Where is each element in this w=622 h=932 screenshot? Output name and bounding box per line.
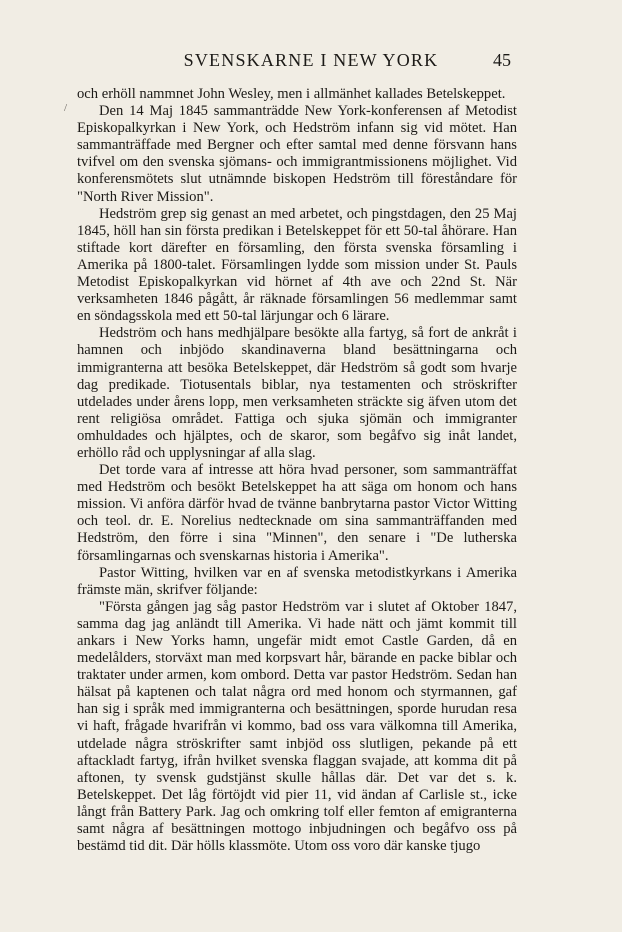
paragraph: Hedström grep sig genast an med arbetet, och pingstdagen, den 25 Maj 1845, höll han sin första predikan i Betelskeppet för ett 50-tal åhörare. Han stiftade kort därefter en församling, den första svenska församling i Amerika på 1800-talet. Församlingen lydde som mission under St. Pauls Metodist Episkopalkyrkan vid hörnet af 4th ave och 22nd St. När verksamheten 1846 pågått, år räknade församlingen 56 medlemmar samt en söndagsskola med ett 50-tal lärjungar och 6 lärare. (77, 205, 517, 325)
running-header (0, 50, 622, 74)
page-number: 45 (493, 50, 511, 70)
paragraph: Hedström och hans medhjälpare besökte alla fartyg, så fort de ankråt i hamnen och inbjödo skandinaverna bland besättningarna och immigranterna att besöka Betelskeppet, där Hedström så godt som hvarje dag predikade. Tiotusentals biblar, nya testamenten och ströskrifter utdelades under årens lopp, men verksamheten sträckte sig äfven utom det rent religiösa området. Fattiga och sjuka sjömän och immigranter omhuldades och hjälptes, och de skaror, som begåfvo sig inåt landet, erhöllo råd och upplysningar af alla slag. (77, 325, 517, 461)
paragraph: Det torde vara af intresse att höra hvad personer, som sammanträffat med Hedström och besökt Betelskeppet ha att säga om honom och hans mission. Vi anföra därför hvad de tvänne banbrytarna pastor Victor Witting och teol. dr. E. Norelius nedtecknade om sina sammanträffanden med Hedström, den förre i sina "Minnen", den senare i "De lutherska församlingarnas och svenskarnas historia i Amerika". (77, 462, 517, 564)
body-text (77, 86, 517, 855)
paragraph-continuation: och erhöll nammnet John Wesley, men i allmänhet kallades Betelskeppet. (77, 86, 506, 102)
quotation-paragraph: "Första gången jag såg pastor Hedström var i slutet af Oktober 1847, samma dag jag anländt till Amerika. Vi hade nätt och jämt kommit till ankars i New Yorks hamn, ungefär midt emot Castle Garden, då en medelålders, storväxt man med korpsvart hår, bärande en packe biblar och traktater under armen, kom ombord. Detta var pastor Hedström. Sedan han hälsat på kaptenen och talat några ord med honom och styrmannen, gaf han sig i språk med immigranterna och besättningen, sporde hurudan resa vi haft, frågade hvarifrån vi kommo, bad oss vara välkomna till Amerika, utdelade några ströskrifter samt inbjöd oss slutligen, pekande på ett aftackladt fartyg, ifrån hvilket svenska flaggan svajade, att komma dit på aftonen, ty svensk gudstjänst skulle hållas där. Det var det s. k. Betelskeppet. Det låg förtöjdt vid pier 11, vid ändan af Carlisle st., icke långt från Battery Park. Jag och omkring tolf eller femton af emigranterna samt några af besättningen mottogo inbjudningen och begåfvo oss på bestämd tid dit. Där hölls klassmöte. Utom oss voro där kanske tjugo (77, 598, 517, 855)
margin-pencil-mark: / (64, 102, 68, 114)
paragraph: Pastor Witting, hvilken var en af svenska metodistkyrkans i Amerika främste män, skrifver följande: (77, 564, 517, 598)
paragraph: Den 14 Maj 1845 sammanträdde New York-konferensen af Metodist Episkopalkyrkan i New York, och Hedström infann sig vid mötet. Han sammanträffade med Bergner och efter samtal med denne försvann hans tvifvel om den svenska sjömans- och immigrantmissionens möjlighet. Vid konferensmötets slut utnämnde biskopen Hedström till föreståndare för "North River Mission". (77, 103, 517, 205)
running-title: SVENSKARNE I NEW YORK (183, 50, 439, 70)
